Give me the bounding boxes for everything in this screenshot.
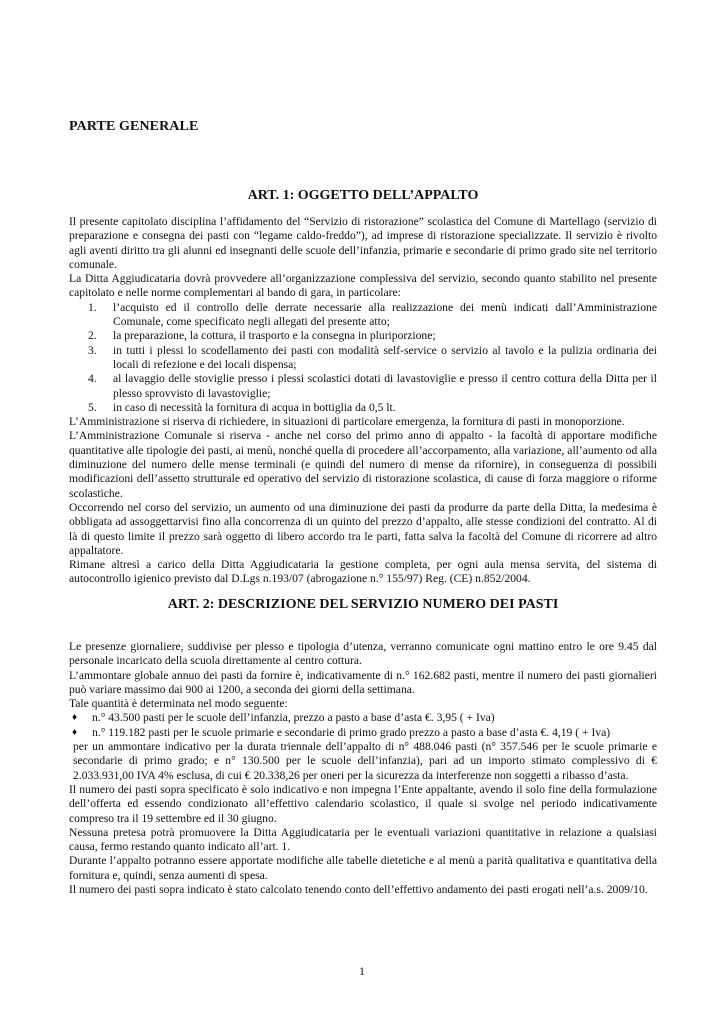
list-number: 2. <box>88 329 97 343</box>
list-number: 5. <box>88 400 97 414</box>
article-2-body <box>69 640 657 897</box>
article-1-body <box>69 215 657 587</box>
paragraph: Tale quantità è determinata nel modo seguente: <box>69 697 288 711</box>
list-number: 4. <box>88 372 97 386</box>
list-item-text: n.° 119.182 pasti per le scuole primarie e secondarie di primo grado prezzo a pasto a base d’asta €. 4,19 ( + Iva) <box>92 725 611 739</box>
paragraph: Le presenze giornaliere, suddivise per plesso e tipologia d’utenza, verranno comunicate ogni mattino entro le ore 9.45 dal personale incaricato della scuola direttamente al centro cottura. <box>69 640 657 668</box>
diamond-bullet-icon: ♦ <box>72 726 78 738</box>
paragraph: L’Amministrazione si riserva di richiedere, in situazioni di particolare emergenza, la fornitura di pasti in monoporzione. <box>69 415 625 429</box>
paragraph: L’ammontare globale annuo dei pasti da fornire è, indicativamente di n.° 162.682 pasti, mentre il numero dei pasti giornalieri può variare massimo dai 900 ai 1200, a seconda dei giorni della settimana. <box>69 668 657 696</box>
paragraph: Rimane altresì a carico della Ditta Aggiudicataria la gestione completa, per ogni aula mensa servita, del sistema di autocontrollo igienico previsto dal D.Lgs n.193/07 (abrogazione n.° 155/97) Reg. (CE) n.852/2004. <box>69 558 657 586</box>
list-item <box>69 329 657 343</box>
paragraph: Il presente capitolato disciplina l’affidamento del “Servizio di ristorazione” scolastica del Comune di Martellago (servizio di preparazione e consegna dei pasti con “legame caldo-freddo”), ad imprese di ristorazione specializzate. Il servizio è rivolto agli aventi diritto tra gli alunni ed insegnanti delle scuole dell’infanzia, primarie e secondarie di primo grado site nel territorio comunale. <box>69 215 657 271</box>
list-item-text: l’acquisto ed il controllo delle derrate necessarie alla realizzazione dei menù indicati dall’Amministrazione Comunale, come specificato negli allegati del presente atto; <box>113 300 657 329</box>
section-heading: PARTE GENERALE <box>69 119 199 134</box>
paragraph: Il numero dei pasti sopra specificato è solo indicativo e non impegna l’Ente appaltante, avendo il solo fine della formulazione dell’offerta ed essendo condizionato all’effettivo calendario scolastico, il quale si svolge nel periodo indicativamente compreso tra il 19 settembre ed il 30 giugno. <box>69 782 657 825</box>
list-item <box>69 344 657 373</box>
list-item <box>69 711 657 725</box>
list-item <box>69 726 657 740</box>
list-item-text: al lavaggio delle stoviglie presso i plessi scolastici dotati di lavastoviglie e presso il centro cottura della Ditta per il plesso sprovvisto di lavastoviglie; <box>113 372 657 400</box>
page-number: 1 <box>359 964 365 978</box>
article-2-title: ART. 2: DESCRIZIONE DEL SERVIZIO NUMERO DEI PASTI <box>167 597 559 612</box>
paragraph: La Ditta Aggiudicataria dovrà provvedere all’organizzazione complessiva del servizio, secondo quanto stabilito nel presente capitolato e nelle norme complementari al bando di gara, in particolare: <box>69 272 657 300</box>
paragraph: Occorrendo nel corso del servizio, un aumento od una diminuzione dei pasti da produrre da parte della Ditta, la medesima è obbligata ad assoggettarvisi fino alla concorrenza di un quinto del prezzo d’appalto, alle stesse condizioni del contratto. Al di là di questo limite il prezzo sarà oggetto di libero accordo tra le parti, fatta salva la facoltà del Comune di ricorrere ad altro appaltatore. <box>69 500 657 557</box>
paragraph: Nessuna pretesa potrà promuovere la Ditta Aggiudicataria per le eventuali variazioni quantitative in relazione a qualsiasi causa, fermo restando quanto indicato all’art. 1. <box>69 825 657 854</box>
paragraph: Il numero dei pasti sopra indicato è stato calcolato tenendo conto dell’effettivo andamento dei pasti erogati nell’a.s. 2009/10. <box>69 883 648 897</box>
list-item-text: n.° 43.500 pasti per le scuole dell’infanzia, prezzo a pasto a base d’asta €. 3,95 ( + Iva) <box>92 711 495 725</box>
list-item <box>69 372 657 401</box>
numbered-list <box>69 301 657 415</box>
article-1-title: ART. 1: OGGETTO DELL’APPALTO <box>247 188 479 203</box>
list-number: 3. <box>88 343 97 357</box>
diamond-bullet-icon: ♦ <box>72 712 78 724</box>
paragraph: L’Amministrazione Comunale si riserva - anche nel corso del primo anno di appalto - la facoltà di apportare modifiche quantitative alle tipologie dei pasti, ai menù, nonché quella di procedere all’accorpamento, alla variazione, all’aumento od alla diminuzione del numero delle mense terminali (e quindi del numero di mense da rifornire), in conseguenza di possibili modificazioni dell’assetto strutturale ed operativo del servizio di ristorazione scolastica, di cause di forza maggiore o riforme scolastiche. <box>69 429 657 500</box>
paragraph: per un ammontare indicativo per la durata triennale dell’appalto di n° 488.046 pasti (n° 357.546 per le scuole primarie e secondarie di primo grado; e n° 130.500 per le scuole dell’infanzia), pari ad un importo stimato complessivo di € 2.033.931,00 IVA 4% esclusa, di cui € 20.338,26 per oneri per la sicurezza da interferenze non soggetti a ribasso d’asta. <box>73 740 657 782</box>
list-item-text: la preparazione, la cottura, il trasporto e la consegna in pluriporzione; <box>113 329 436 343</box>
list-item <box>69 401 657 415</box>
list-item-text: in caso di necessità la fornitura di acqua in bottiglia da 0,5 lt. <box>113 400 396 414</box>
list-item <box>69 301 657 330</box>
bullet-list <box>69 711 657 740</box>
paragraph: Durante l’appalto potranno essere apportate modifiche alle tabelle dietetiche e al menù a parità qualitativa e quantitativa della fornitura e, quindi, senza aumenti di spesa. <box>69 854 657 882</box>
list-item-text: in tutti i plessi lo scodellamento dei pasti con modalità self-service o servizio al tavolo e la pulizia ordinaria dei locali di refezione e dei locali dispensa; <box>113 343 657 371</box>
list-number: 1. <box>88 300 97 314</box>
